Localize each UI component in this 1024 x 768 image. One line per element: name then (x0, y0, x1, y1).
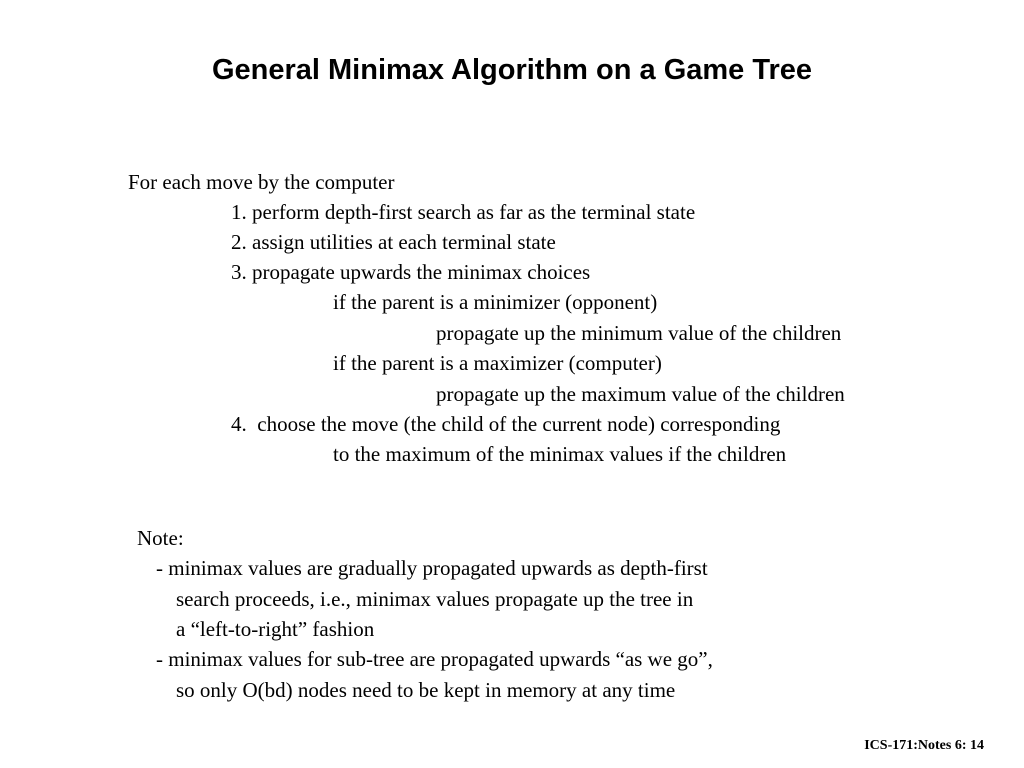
step-3-minimizer-condition: if the parent is a minimizer (opponent) (333, 290, 658, 314)
note-bullet-2-line-1: - minimax values for sub-tree are propagated upwards “as we go”, (156, 647, 713, 671)
step-3-maximizer-action: propagate up the maximum value of the children (436, 382, 845, 406)
algorithm-step-3: 3. propagate upwards the minimax choices (231, 260, 591, 284)
note-bullet-1-line-3: a “left-to-right” fashion (176, 617, 375, 641)
note-bullet-2-line-2: so only O(bd) nodes need to be kept in memory at any time (176, 678, 676, 702)
note-heading: Note: (137, 526, 184, 550)
algorithm-step-4: 4. choose the move (the child of the current node) corresponding (231, 412, 781, 436)
note-bullet-1-line-1: - minimax values are gradually propagated upwards as depth-first (156, 556, 708, 580)
algorithm-step-2: 2. assign utilities at each terminal state (231, 230, 556, 254)
step-3-maximizer-condition: if the parent is a maximizer (computer) (333, 351, 662, 375)
note-bullet-1-line-2: search proceeds, i.e., minimax values propagate up the tree in (176, 587, 694, 611)
slide-footer: ICS-171:Notes 6: 14 (864, 738, 984, 753)
step-3-minimizer-action: propagate up the minimum value of the children (436, 321, 842, 345)
slide-title: General Minimax Algorithm on a Game Tree (211, 54, 813, 86)
algorithm-step-4-continued: to the maximum of the minimax values if the children (333, 442, 787, 466)
algorithm-step-1: 1. perform depth-first search as far as the terminal state (231, 200, 696, 224)
algorithm-intro: For each move by the computer (128, 170, 395, 194)
